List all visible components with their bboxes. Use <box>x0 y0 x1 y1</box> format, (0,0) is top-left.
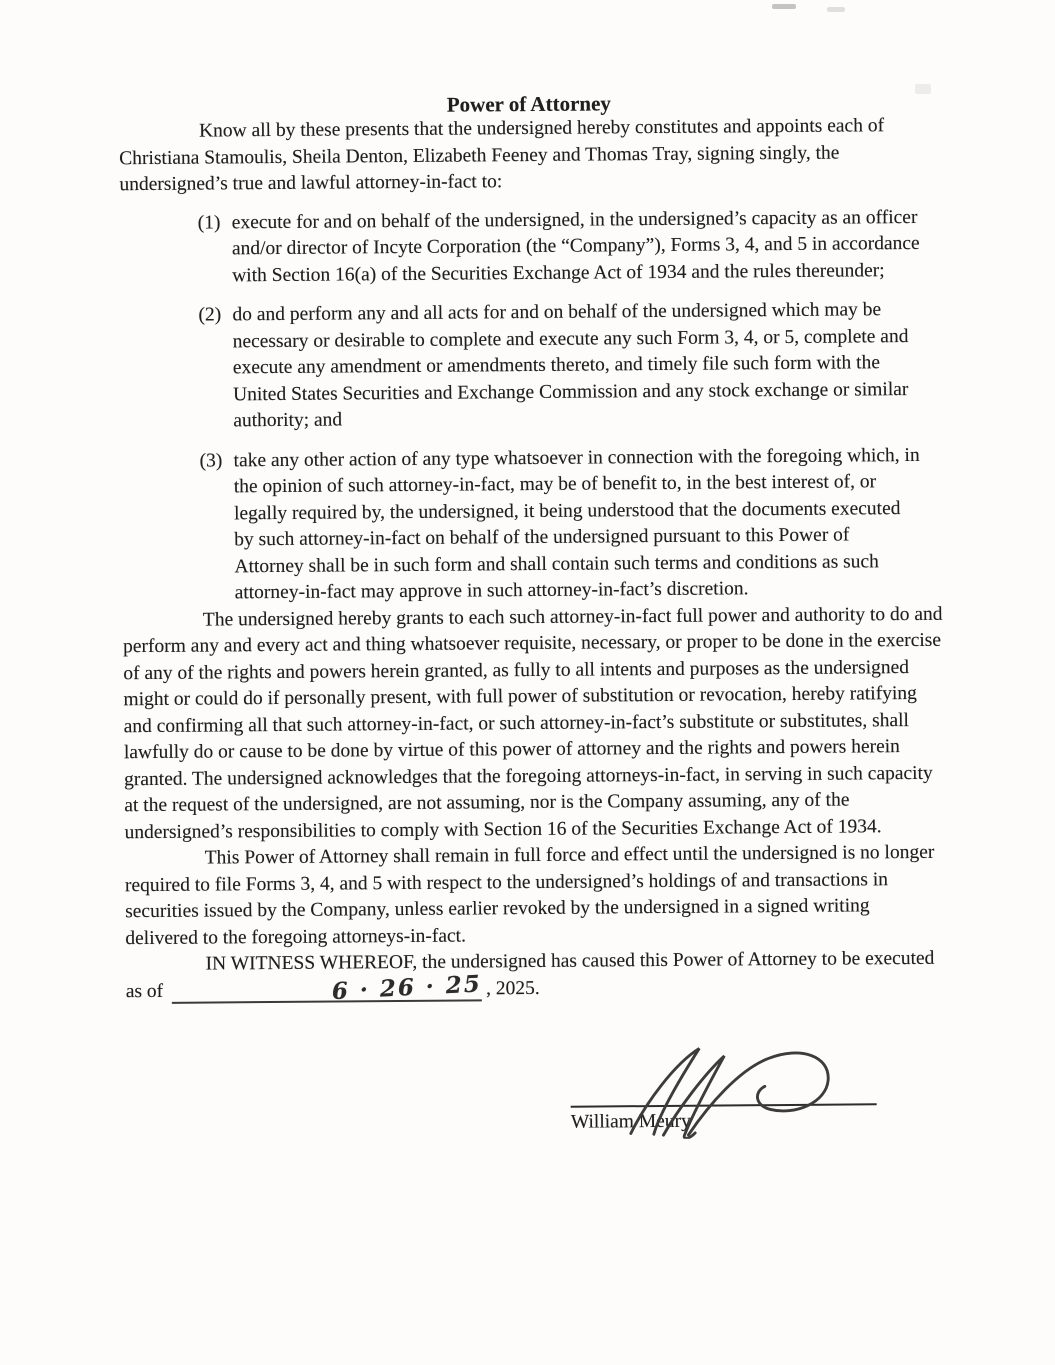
signature-name: William Meury <box>570 1110 691 1133</box>
grant-paragraph: The undersigned hereby grants to each such attorney-in-fact full power and authority to do and perform any and every act and thing whatsoever requisite, necessary, or proper to be done in the exercise of any of the rights and powers herein granted, as fully to all intents and purposes as the undersigned might or could do if personally present, with full power of substitution or revocation, hereby ratifying and confirming all that such attorney-in-fact, or such attorney-in-fact’s substitute or substitutes, shall lawfully do or cause to be done by virtue of this power of attorney and the rights and powers herein granted. The undersigned acknowledges that the foregoing attorneys-in-fact, in serving in such capacity at the request of the undersigned, are not assuming, nor is the Company assuming, any of the undersigned’s responsibilities to comply with Section 16 of the Securities Exchange Act of 1934. <box>122 603 943 843</box>
signature-block <box>570 1007 877 1135</box>
intro-paragraph: Know all by these presents that the undersigned hereby constitutes and appoints each of Christiana Stamoulis, Sheila Denton, Elizabeth Feeney and Thomas Tray, signing singly, the undersigned’s true and lawful attorney-in-fact to: <box>119 115 885 196</box>
duration-paragraph: This Power of Attorney shall remain in full force and effect until the undersigned is no longer required to file Forms 3, 4, and 5 with respect to the undersigned’s holdings of and transactions in securities issued by the Company, unless earlier revoked by the undersigned in a signed writing delivered to the foregoing attorneys-in-fact. <box>124 841 935 949</box>
list-item-text: execute for and on behalf of the undersigned, in the undersigned’s capacity as an officer and/or director of Incyte Corporation (the “Company”), Forms 3, 4, and 5 in accordance with Section 16(a) of the Securities Exchange Act of 1934 and the rules thereunder; <box>231 206 920 286</box>
numbered-list <box>198 204 923 607</box>
witness-text-before: IN WITNESS WHEREOF, the undersigned has caused this Power of Attorney to be executed as of <box>125 947 935 1002</box>
list-item-text: do and perform any and all acts for and on behalf of the undersigned which may be necessary or desirable to complete and execute any such Form 3, 4, or 5, complete and execute any amendment or amendments thereto, and timely file such form with the United States Securities and Exchange Commission and any stock exchange or similar authority; and <box>232 299 909 432</box>
witness-text-after: , 2025. <box>485 977 540 999</box>
handwritten-date: 6 · 26 · 25 <box>331 969 483 1005</box>
list-item <box>198 204 921 289</box>
list-item <box>198 297 921 435</box>
list-item-text: take any other action of any type whatsoever in connection with the foregoing which, in the opinion of such attorney-in-fact, may be of benefit to, in the best interest of, or legally required by, the undersigned, it being understood that the documents executed by such attorney-in-fact on behalf of the undersigned pursuant to this Power of Attorney shall be in such form and shall contain such terms and conditions as such attorney-in-fact may approve in such attorney-in-fact’s discretion. <box>233 444 920 604</box>
signature-scribble-icon <box>618 1041 854 1139</box>
witness-paragraph <box>125 946 945 1005</box>
page-title: Power of Attorney <box>446 91 611 117</box>
list-item <box>200 442 923 607</box>
list-item-number: (3) <box>199 449 223 472</box>
list-item-number: (2) <box>198 304 222 326</box>
list-item-number: (1) <box>197 211 221 234</box>
date-line <box>172 969 483 1005</box>
